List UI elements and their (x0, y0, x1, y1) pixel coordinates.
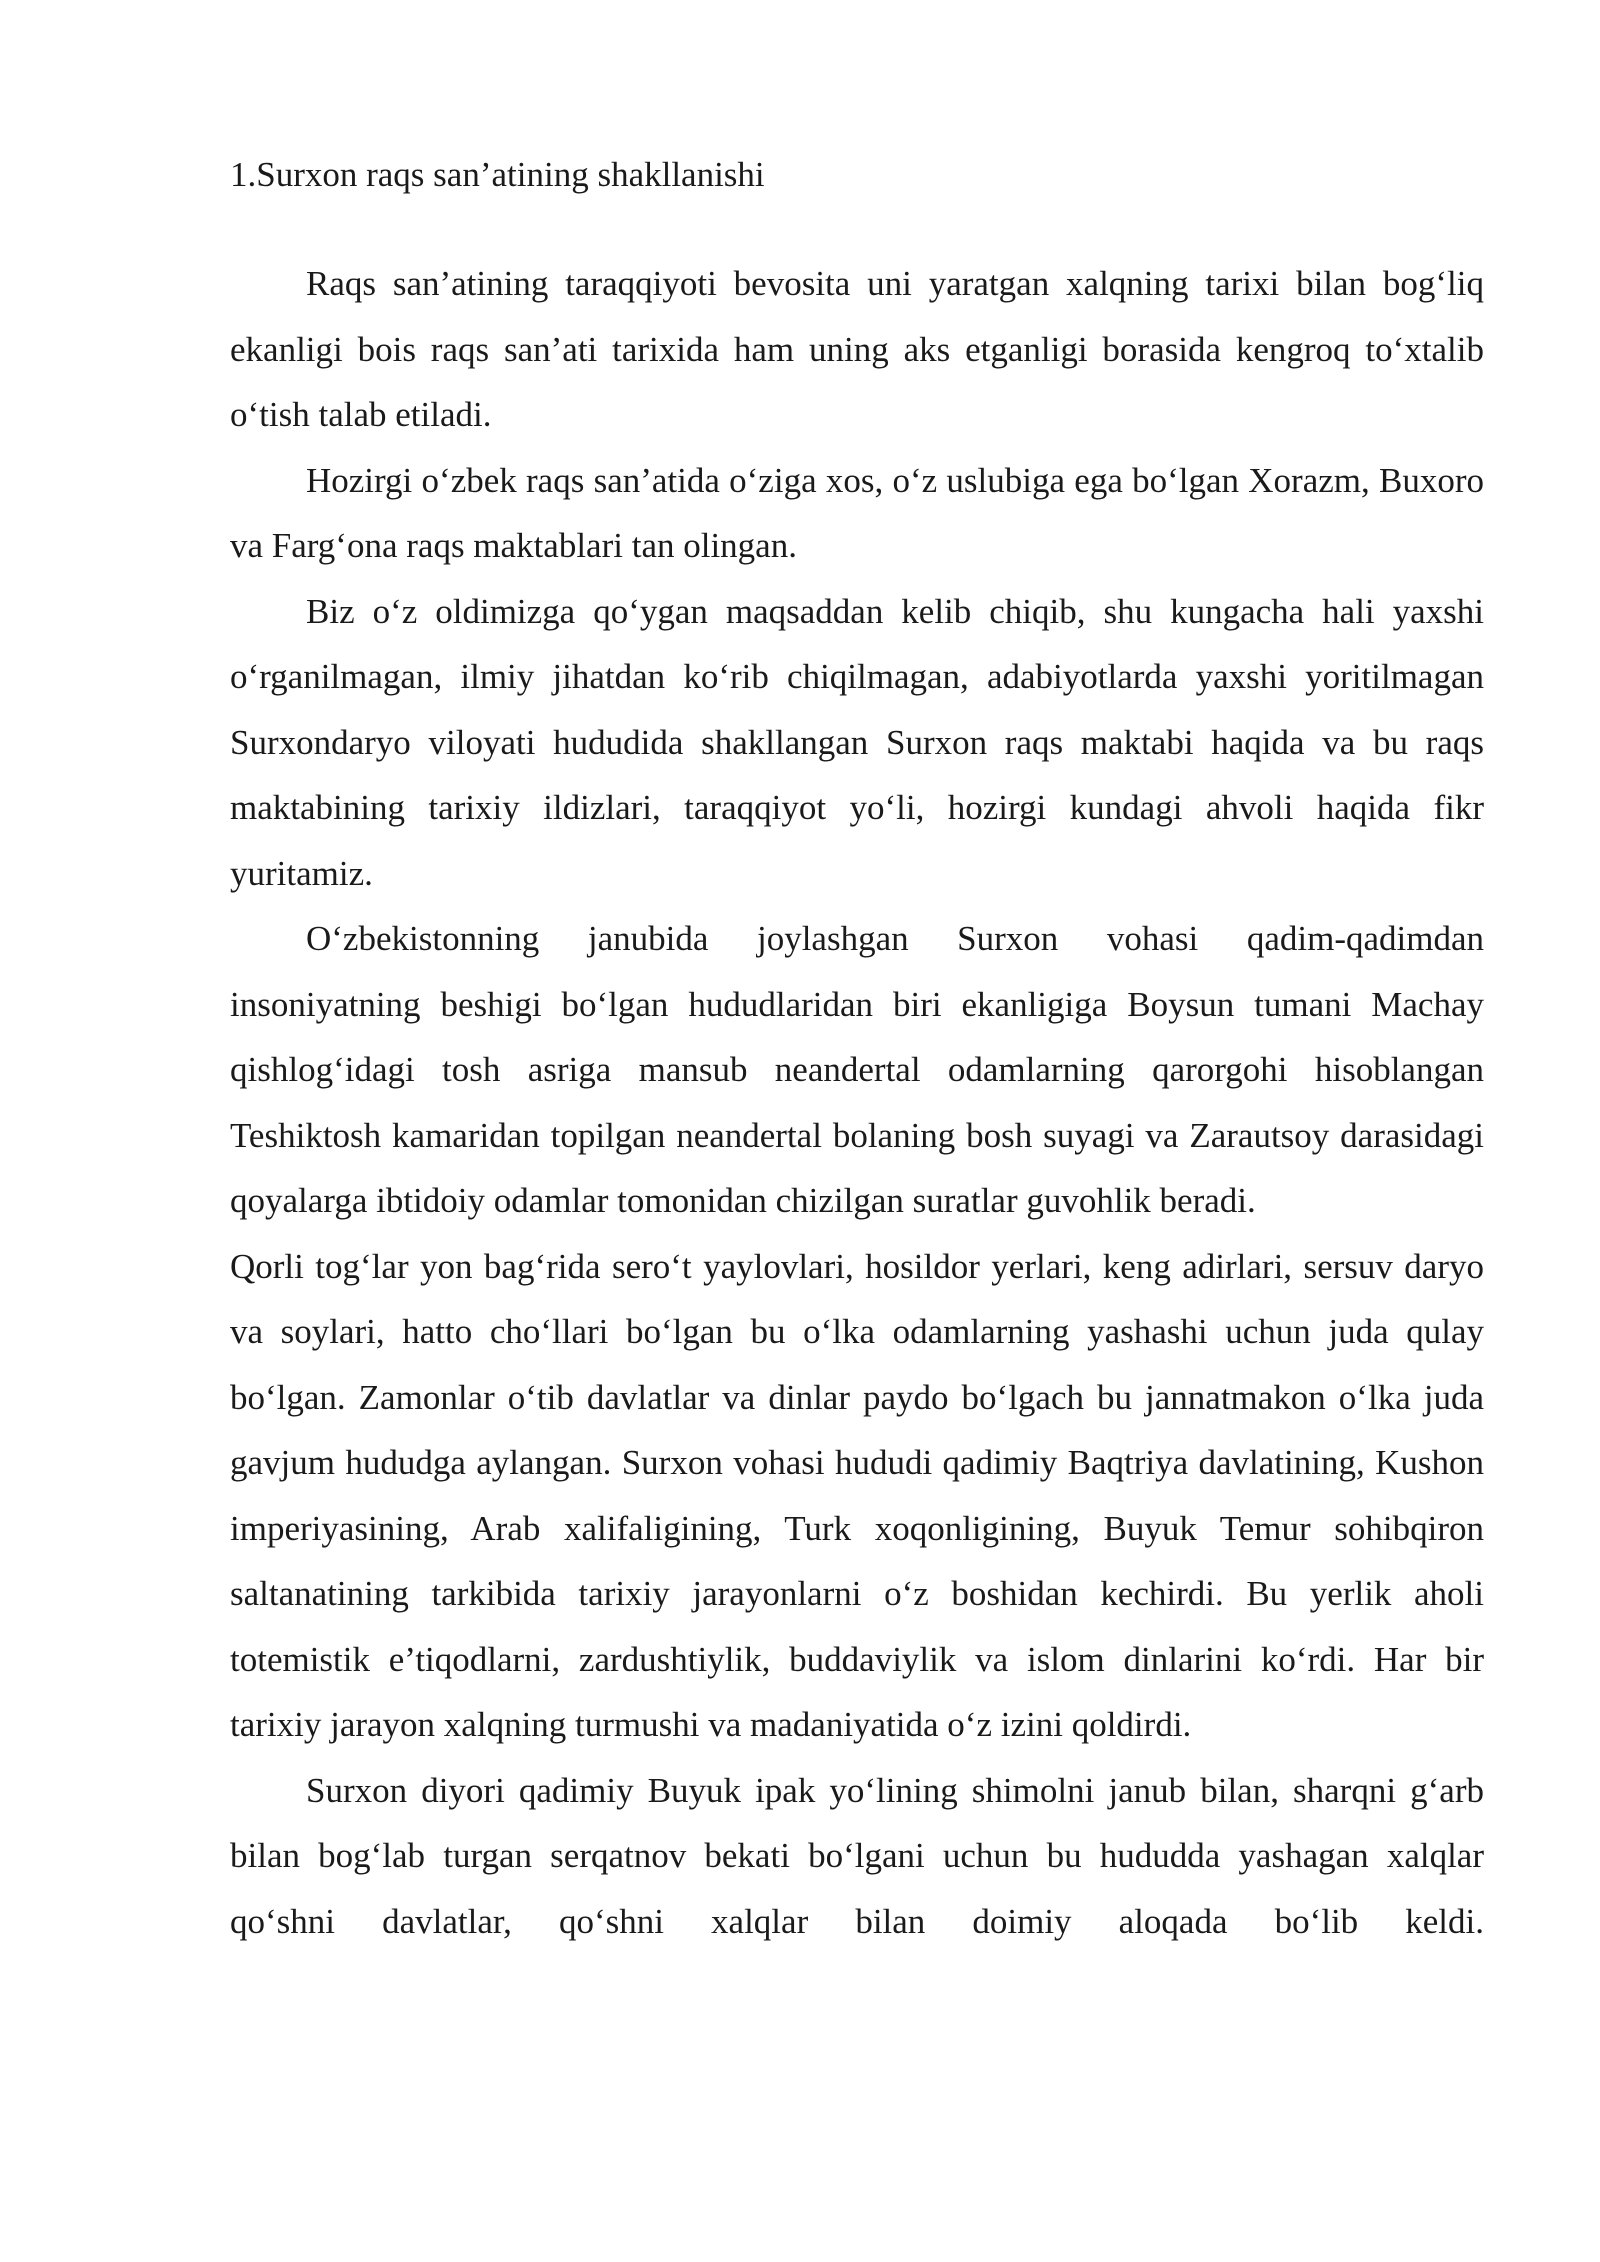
section-heading: 1.Surxon raqs san’atining shakllanishi (230, 155, 765, 194)
paragraph-1: Raqs san’atining taraqqiyoti bevosita uni yaratgan xalqning tarixi bilan bog‘liq ekanligi bois raqs san’ati tarixida ham uning aks etganligi borasida kengroq to‘xtalib o‘tish talab etiladi. (230, 264, 1484, 434)
document-body (230, 150, 1484, 1954)
paragraph-4: O‘zbekistonning janubida joylashgan Surxon vohasi qadim-qadimdan insoniyatning beshigi bo‘lgan hududlaridan biri ekanligiga Boysun tumani Machay qishlog‘idagi tosh asriga mansub neandertal odamlarning qarorgohi hisoblangan Teshiktosh kamaridan topilgan neandertal bolaning bosh suyagi va Zarautsoy darasidagi qoyalarga ibtidoiy odamlar tomonidan chizilgan suratlar guvohlik beradi. (230, 919, 1484, 1220)
paragraph-5: Qorli tog‘lar yon bag‘rida sero‘t yaylovlari, hosildor yerlari, keng adirlari, sersuv daryo va soylari, hatto cho‘llari bo‘lgan bu o‘lka odamlarning yashashi uchun juda qulay bo‘lgan. Zamonlar o‘tib davlatlar va dinlar paydo bo‘lgach bu jannatmakon o‘lka juda gavjum hududga aylangan. Surxon vohasi hududi qadimiy Baqtriya davlatining, Kushon imperiyasining, Arab xalifaligining, Turk xoqonligining, Buyuk Temur sohibqiron saltanatining tarkibida tarixiy jarayonlarni o‘z boshidan kechirdi. Bu yerlik aholi totemistik e’tiqodlarni, zardushtiylik, buddaviylik va islom dinlarini ko‘rdi. Har bir tarixiy jarayon xalqning turmushi va madaniyatida o‘z izini qoldirdi. (230, 1246, 1484, 1744)
paragraph-2: Hozirgi o‘zbek raqs san’atida o‘ziga xos, o‘z uslubiga ega bo‘lgan Xorazm, Buxoro va Farg‘ona raqs maktablari tan olingan. (230, 460, 1484, 565)
paragraph-3: Biz o‘z oldimizga qo‘ygan maqsaddan kelib chiqib, shu kungacha hali yaxshi o‘rganilmagan, ilmiy jihatdan ko‘rib chiqilmagan, adabiyotlarda yaxshi yoritilmagan Surxondaryo viloyati hududida shakllangan Surxon raqs maktabi haqida va bu raqs maktabining tarixiy ildizlari, taraqqiyot yo‘li, hozirgi kundagi ahvoli haqida fikr yuritamiz. (230, 591, 1484, 893)
paragraph-6: Surxon diyori qadimiy Buyuk ipak yo‘lining shimolni janub bilan, sharqni g‘arb bilan bog‘lab turgan serqatnov bekati bo‘lgani uchun bu hududda yashagan xalqlar qo‘shni davlatlar, qo‘shni xalqlar bilan doimiy aloqada bo‘lib keldi. (230, 1770, 1484, 1941)
